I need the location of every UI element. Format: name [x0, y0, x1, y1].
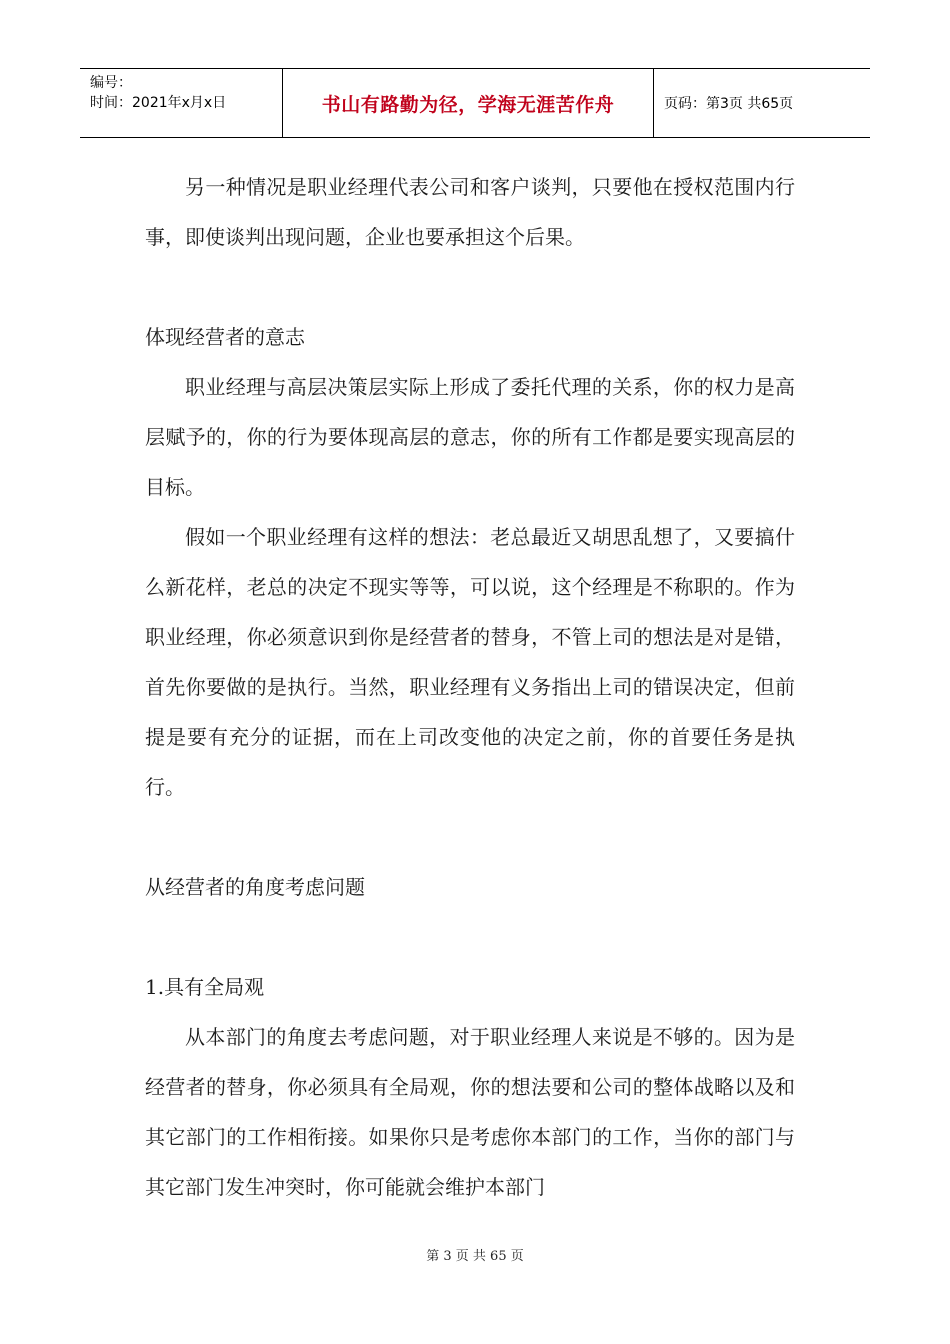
- header-page-info: 页码：第3页 共65页: [664, 96, 794, 112]
- spacer: [145, 262, 795, 312]
- paragraph: 职业经理与高层决策层实际上形成了委托代理的关系，你的权力是高层赋予的，你的行为要体现高层的意志，你的所有工作都是要实现高层的目标。: [145, 375, 795, 499]
- document-body: [145, 162, 795, 1212]
- paragraph: 另一种情况是职业经理代表公司和客户谈判，只要他在授权范围内行事，即使谈判出现问题，企业也要承担这个后果。: [145, 175, 795, 249]
- header-meta: [80, 69, 282, 137]
- header-motto: 书山有路勤为径，学海无涯苦作舟: [282, 69, 654, 137]
- section-heading: 体现经营者的意志: [145, 325, 305, 349]
- paragraph: 假如一个职业经理有这样的想法：老总最近又胡思乱想了，又要搞什么新花样，老总的决定不现实等等，可以说，这个经理是不称职的。作为职业经理，你必须意识到你是经营者的替身，不管上司的想法是对是错，首先你要做的是执行。当然，职业经理有义务指出上司的错误决定，但前提是要有充分的证据，而在上司改变他的决定之前，你的首要任务是执行。: [145, 525, 795, 799]
- page-header: [80, 68, 870, 138]
- spacer: [145, 812, 795, 862]
- spacer: [145, 912, 795, 962]
- document-date: 时间：2021年x月x日: [90, 95, 227, 111]
- document-number-label: 编号：: [90, 75, 132, 91]
- section-heading: 从经营者的角度考虑问题: [145, 875, 365, 899]
- paragraph: 从本部门的角度去考虑问题，对于职业经理人来说是不够的。因为是经营者的替身，你必须具有全局观，你的想法要和公司的整体战略以及和其它部门的工作相衔接。如果你只是考虑你本部门的工作，当你的部门与其它部门发生冲突时，你可能就会维护本部门: [145, 1025, 795, 1199]
- page-footer: 第 3 页 共 65 页: [426, 1249, 524, 1264]
- subsection-heading: 1.具有全局观: [145, 975, 265, 999]
